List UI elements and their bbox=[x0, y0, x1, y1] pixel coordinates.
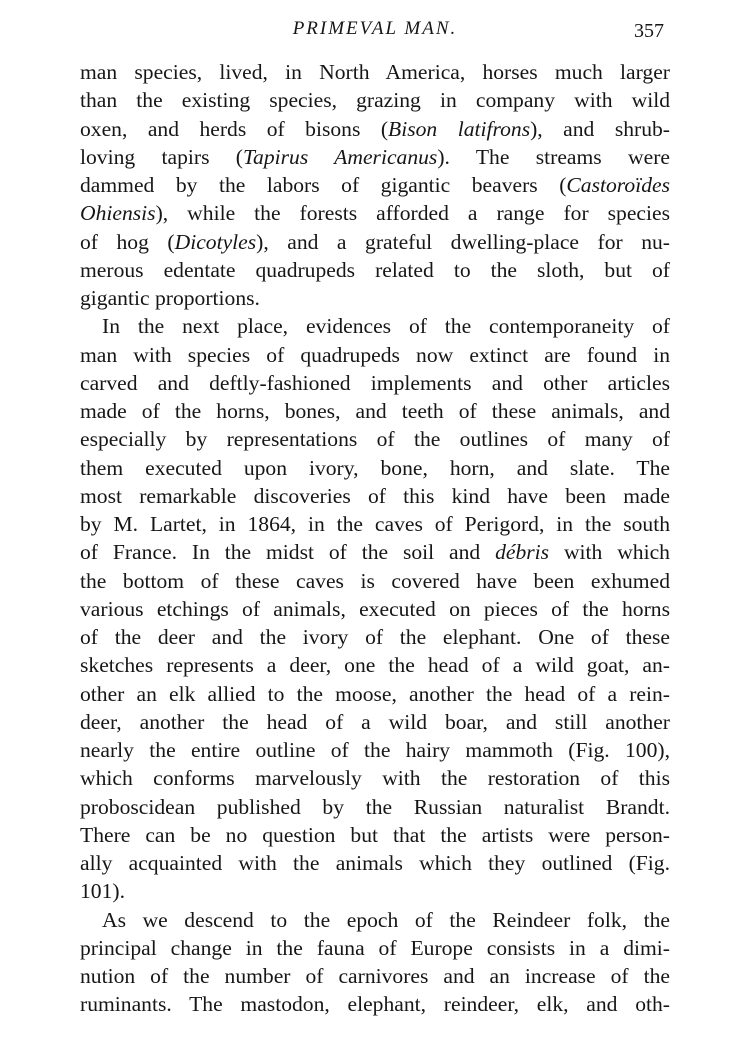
text-segment: principal change in the fauna of Europe consists in a dimi- bbox=[80, 935, 670, 960]
text-line bbox=[80, 538, 670, 566]
text-segment: ally acquainted with the animals which they outlined (Fig. bbox=[80, 851, 670, 875]
italic-term: Tapirus Americanus bbox=[243, 144, 438, 169]
text-segment: ), while the forests afforded a range for species bbox=[155, 201, 670, 226]
text-segment: by M. Lartet, in 1864, in the caves of Perigord, in the south bbox=[80, 512, 670, 536]
text-segment: deer, another the head of a wild boar, and still another bbox=[80, 709, 670, 734]
text-line bbox=[80, 651, 670, 679]
text-segment: nearly the entire outline of the hairy mammoth (Fig. 100), bbox=[80, 738, 670, 762]
text-segment: ), and shrub- bbox=[530, 116, 670, 141]
text-segment: of France. In the midst of the soil and bbox=[80, 540, 496, 565]
text-line bbox=[80, 793, 670, 821]
text-line bbox=[80, 962, 670, 990]
text-line bbox=[80, 906, 670, 934]
text-segment: made of the horns, bones, and teeth of these animals, and bbox=[80, 399, 670, 423]
text-segment: ruminants. The mastodon, elephant, reindeer, elk, and oth- bbox=[80, 992, 670, 1017]
text-line bbox=[80, 849, 670, 877]
text-segment: especially by representations of the outlines of many of bbox=[80, 427, 670, 452]
text-line bbox=[80, 312, 670, 340]
text-segment: 101). bbox=[80, 879, 125, 904]
text-line bbox=[80, 764, 670, 792]
page-number: 357 bbox=[634, 20, 664, 42]
text-line bbox=[80, 482, 670, 510]
text-segment: other an elk allied to the moose, another the head of a rein- bbox=[80, 681, 670, 706]
text-segment: of the deer and the ivory of the elephant. One of these bbox=[80, 625, 670, 649]
text-line bbox=[80, 86, 670, 114]
text-segment: In the next place, evidences of the contemporaneity of bbox=[102, 314, 670, 339]
text-line bbox=[80, 821, 670, 849]
text-segment: As we descend to the epoch of the Reindeer folk, the bbox=[102, 907, 670, 932]
text-segment: than the existing species, grazing in company with wild bbox=[80, 88, 670, 113]
text-segment: ). The streams were bbox=[437, 144, 670, 169]
text-segment: merous edentate quadrupeds related to the sloth, but of bbox=[80, 257, 670, 282]
italic-term: Castoroïdes bbox=[566, 173, 670, 197]
running-title: PRIMEVAL MAN. bbox=[292, 18, 458, 39]
text-segment: various etchings of animals, executed on pieces of the horns bbox=[80, 596, 670, 621]
text-line bbox=[80, 877, 670, 905]
text-segment: oxen, and herds of bisons ( bbox=[80, 116, 389, 141]
body-text bbox=[80, 58, 670, 1019]
text-segment: proboscidean published by the Russian naturalist Brandt. bbox=[80, 794, 670, 819]
text-line bbox=[80, 567, 670, 595]
text-segment: man species, lived, in North America, horses much larger bbox=[80, 60, 670, 84]
text-segment: the bottom of these caves is covered have been exhumed bbox=[80, 568, 670, 593]
text-segment: sketches represents a deer, one the head of a wild goat, an- bbox=[80, 653, 670, 678]
text-segment: gigantic proportions. bbox=[80, 286, 260, 310]
text-line bbox=[80, 623, 670, 651]
text-line bbox=[80, 736, 670, 764]
text-line bbox=[80, 595, 670, 623]
text-segment: of hog ( bbox=[80, 229, 175, 254]
text-segment: dammed by the labors of gigantic beavers ( bbox=[80, 173, 567, 197]
text-segment: them executed upon ivory, bone, horn, and slate. The bbox=[80, 455, 670, 480]
text-line bbox=[80, 199, 670, 227]
text-line bbox=[80, 143, 670, 171]
text-segment: ), and a grateful dwelling-place for nu- bbox=[256, 229, 670, 254]
text-line bbox=[80, 680, 670, 708]
text-segment: nution of the number of carnivores and an increase of the bbox=[80, 964, 670, 988]
text-line bbox=[80, 708, 670, 736]
text-line bbox=[80, 990, 670, 1018]
text-line bbox=[80, 58, 670, 86]
text-line bbox=[80, 284, 670, 312]
italic-term: Dicotyles bbox=[174, 229, 257, 254]
text-segment: carved and deftly-fashioned implements and other articles bbox=[80, 370, 670, 395]
text-line bbox=[80, 369, 670, 397]
text-line bbox=[80, 115, 670, 143]
text-line bbox=[80, 256, 670, 284]
text-line bbox=[80, 228, 670, 256]
text-line bbox=[80, 341, 670, 369]
text-line bbox=[80, 171, 670, 199]
text-segment: man with species of quadrupeds now extinct are found in bbox=[80, 342, 670, 367]
text-segment: with which bbox=[549, 540, 670, 565]
text-segment: There can be no question but that the artists were person- bbox=[80, 822, 670, 847]
text-line bbox=[80, 397, 670, 425]
text-segment: which conforms marvelously with the restoration of this bbox=[80, 766, 670, 791]
italic-term: Ohiensis bbox=[80, 201, 156, 226]
text-line bbox=[80, 454, 670, 482]
text-line bbox=[80, 425, 670, 453]
text-line bbox=[80, 510, 670, 538]
italic-term: Bison latifrons bbox=[388, 116, 531, 141]
text-segment: most remarkable discoveries of this kind have been made bbox=[80, 483, 670, 508]
text-segment: loving tapirs ( bbox=[80, 144, 244, 169]
running-head bbox=[0, 14, 750, 44]
italic-term: débris bbox=[495, 540, 550, 565]
text-line bbox=[80, 934, 670, 962]
